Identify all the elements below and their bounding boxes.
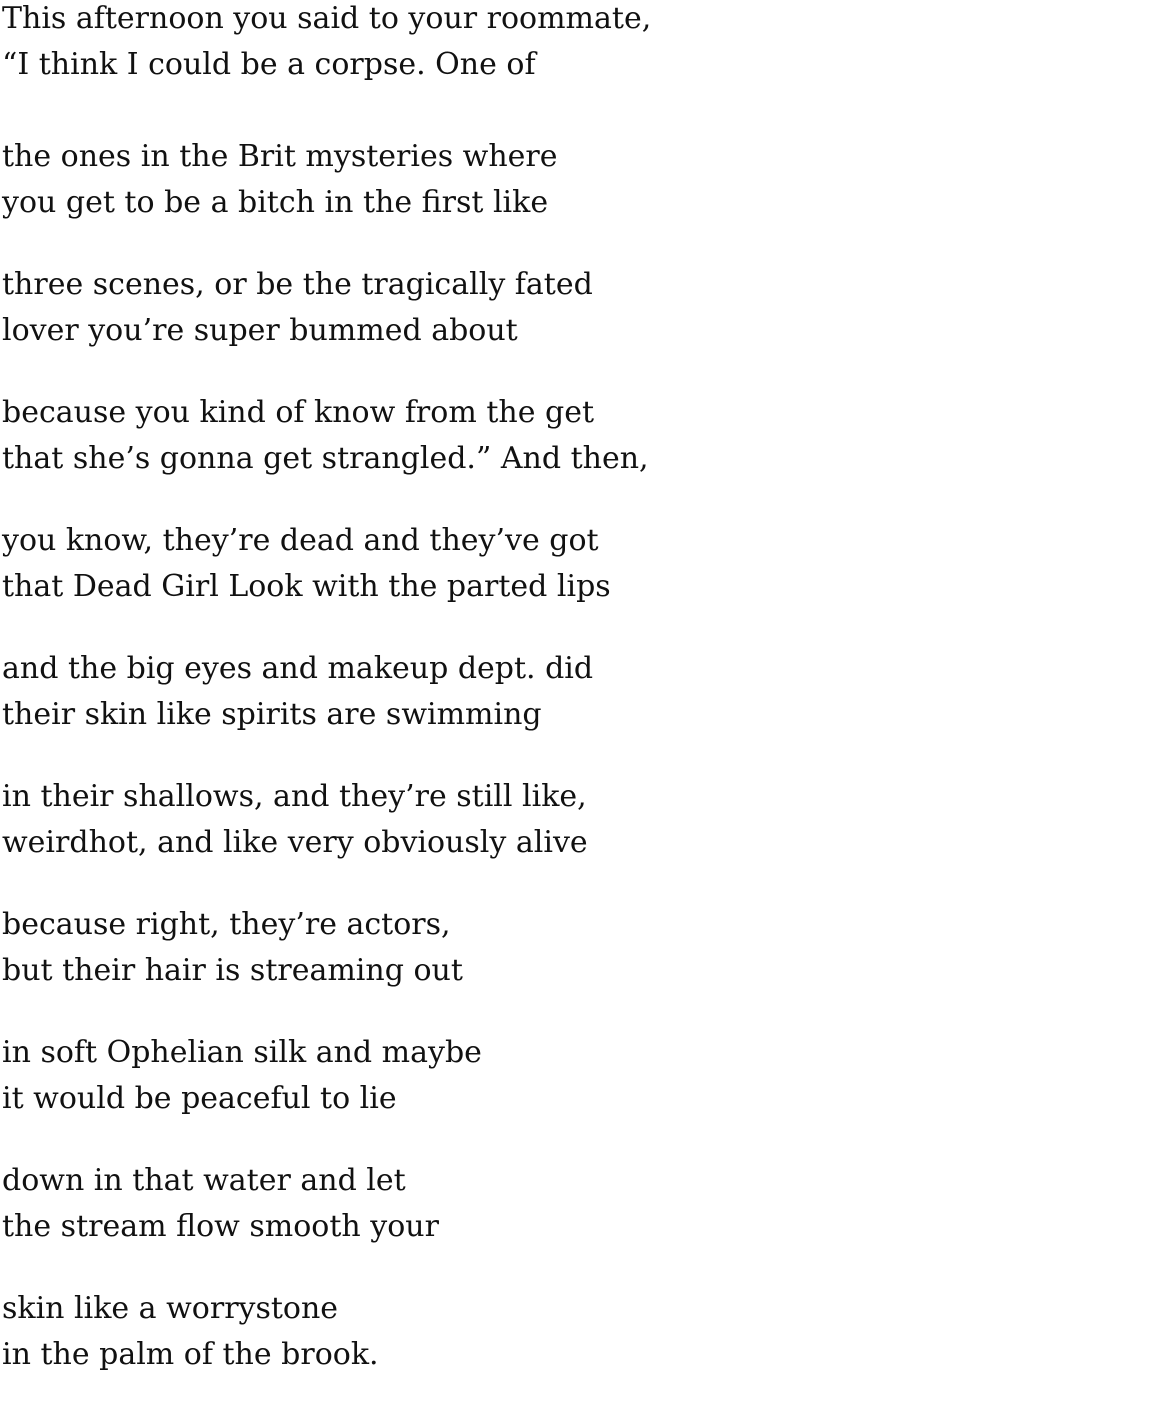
stanza-5 xyxy=(2,522,1152,614)
poem-line: because you kind of know from the get xyxy=(2,395,595,430)
poem-line: in their shallows, and they’re still like, xyxy=(2,779,587,814)
stanza-7 xyxy=(2,778,1152,870)
poem-line: in the palm of the brook. xyxy=(2,1337,379,1372)
poem-line: “I think I could be a corpse. One of xyxy=(2,47,536,82)
poem-line: that she’s gonna get strangled.” And then, xyxy=(2,441,649,476)
poem-line: the ones in the Brit mysteries where xyxy=(2,139,558,174)
stanza-10 xyxy=(2,1162,1152,1254)
stanza-6 xyxy=(2,650,1152,742)
poem-line: weirdhot, and like very obviously alive xyxy=(2,825,588,860)
poem-line: you get to be a bitch in the first like xyxy=(2,185,549,220)
stanza-3 xyxy=(2,266,1152,358)
poem-line: the stream flow smooth your xyxy=(2,1209,439,1244)
poem-line: it would be peaceful to lie xyxy=(2,1081,397,1116)
poem-line: you know, they’re dead and they’ve got xyxy=(2,523,599,558)
stanza-8 xyxy=(2,906,1152,998)
stanza-4 xyxy=(2,394,1152,486)
poem-line: This afternoon you said to your roommate, xyxy=(2,1,652,36)
poem xyxy=(2,0,1152,1382)
poem-line: their skin like spirits are swimming xyxy=(2,697,542,732)
stanza-9 xyxy=(2,1034,1152,1126)
poem-line: down in that water and let xyxy=(2,1163,406,1198)
poem-line: lover you’re super bummed about xyxy=(2,313,518,348)
stanza-11 xyxy=(2,1290,1152,1382)
stanza-1 xyxy=(2,0,1152,92)
stanza-2 xyxy=(2,138,1152,230)
poem-line: because right, they’re actors, xyxy=(2,907,451,942)
poem-line: that Dead Girl Look with the parted lips xyxy=(2,569,611,604)
poem-line: three scenes, or be the tragically fated xyxy=(2,267,593,302)
poem-line: skin like a worrystone xyxy=(2,1291,339,1326)
poem-line: and the big eyes and makeup dept. did xyxy=(2,651,594,686)
poem-line: but their hair is streaming out xyxy=(2,953,463,988)
poem-line: in soft Ophelian silk and maybe xyxy=(2,1035,482,1070)
